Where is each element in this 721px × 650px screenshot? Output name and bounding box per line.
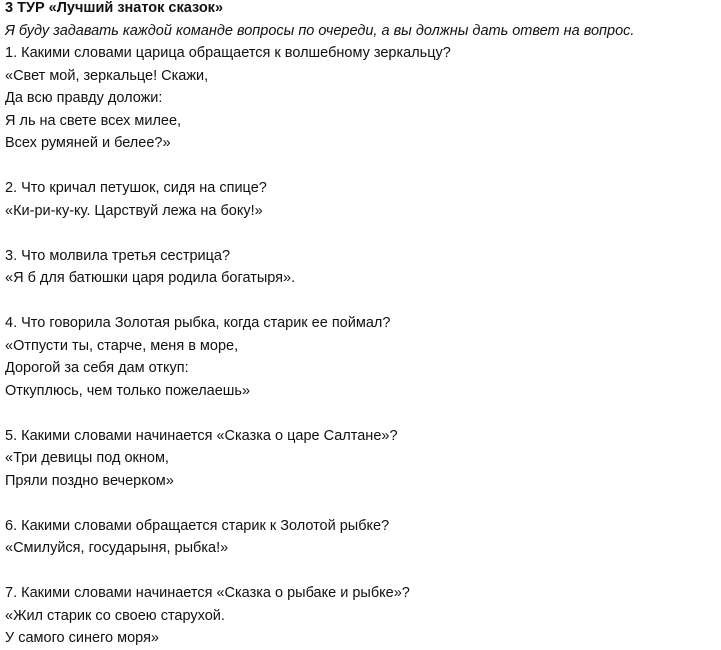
question-block-4 <box>5 312 713 402</box>
paragraph-gap <box>5 492 713 515</box>
question-block-5 <box>5 425 713 493</box>
paragraph-gap <box>5 560 713 583</box>
question-text: 5. Какими словами начинается «Сказка о царе Салтане»? <box>5 427 398 444</box>
paragraph-gap <box>5 155 713 178</box>
question-text: 2. Что кричал петушок, сидя на спице? <box>5 180 267 196</box>
answer-line: Откуплюсь, чем только пожелаешь» <box>5 382 251 399</box>
question-text: 7. Какими словами начинается «Сказка о рыбаке и рыбке»? <box>5 585 410 601</box>
intro-text: Я буду задавать каждой команде вопросы по очереди, а вы должны дать ответ на вопрос. <box>5 22 635 39</box>
paragraph-gap <box>5 402 713 425</box>
paragraph-gap <box>5 222 713 245</box>
answer-line: «Отпусти ты, старче, меня в море, <box>5 337 239 354</box>
answer-line: У самого синего моря» <box>5 630 159 646</box>
question-block-3 <box>5 245 713 290</box>
question-block-7 <box>5 582 713 650</box>
question-text: 1. Какими словами царица обращается к волшебному зеркальцу? <box>5 45 451 61</box>
answer-line: «Три девицы под окном, <box>5 450 169 466</box>
answer-line: «Жил старик со своею старухой. <box>5 607 225 624</box>
question-text: 3. Что молвила третья сестрица? <box>5 247 231 264</box>
question-block-6 <box>5 515 713 560</box>
question-block-2 <box>5 177 713 222</box>
answer-line: «Я б для батюшки царя родила богатыря». <box>5 270 296 286</box>
answer-line: Дорогой за себя дам откуп: <box>5 360 189 376</box>
question-block-1 <box>5 42 713 155</box>
question-text: 6. Какими словами обращается старик к Золотой рыбке? <box>5 517 390 534</box>
answer-line: «Смилуйся, государыня, рыбка!» <box>5 540 229 556</box>
answer-line: Пряли поздно вечерком» <box>5 472 174 489</box>
question-text: 4. Что говорила Золотая рыбка, когда старик ее поймал? <box>5 315 391 331</box>
answer-line: Всех румяней и белее?» <box>5 135 171 151</box>
answer-line: «Свет мой, зеркальце! Скажи, <box>5 67 209 84</box>
answer-line: «Ки-ри-ку-ку. Царствуй лежа на боку!» <box>5 202 263 219</box>
paragraph-gap <box>5 290 713 313</box>
answer-line: Да всю правду доложи: <box>5 90 163 106</box>
answer-line: Я ль на свете всех милее, <box>5 112 182 129</box>
page-title: 3 ТУР «Лучший знаток сказок» <box>5 0 224 16</box>
